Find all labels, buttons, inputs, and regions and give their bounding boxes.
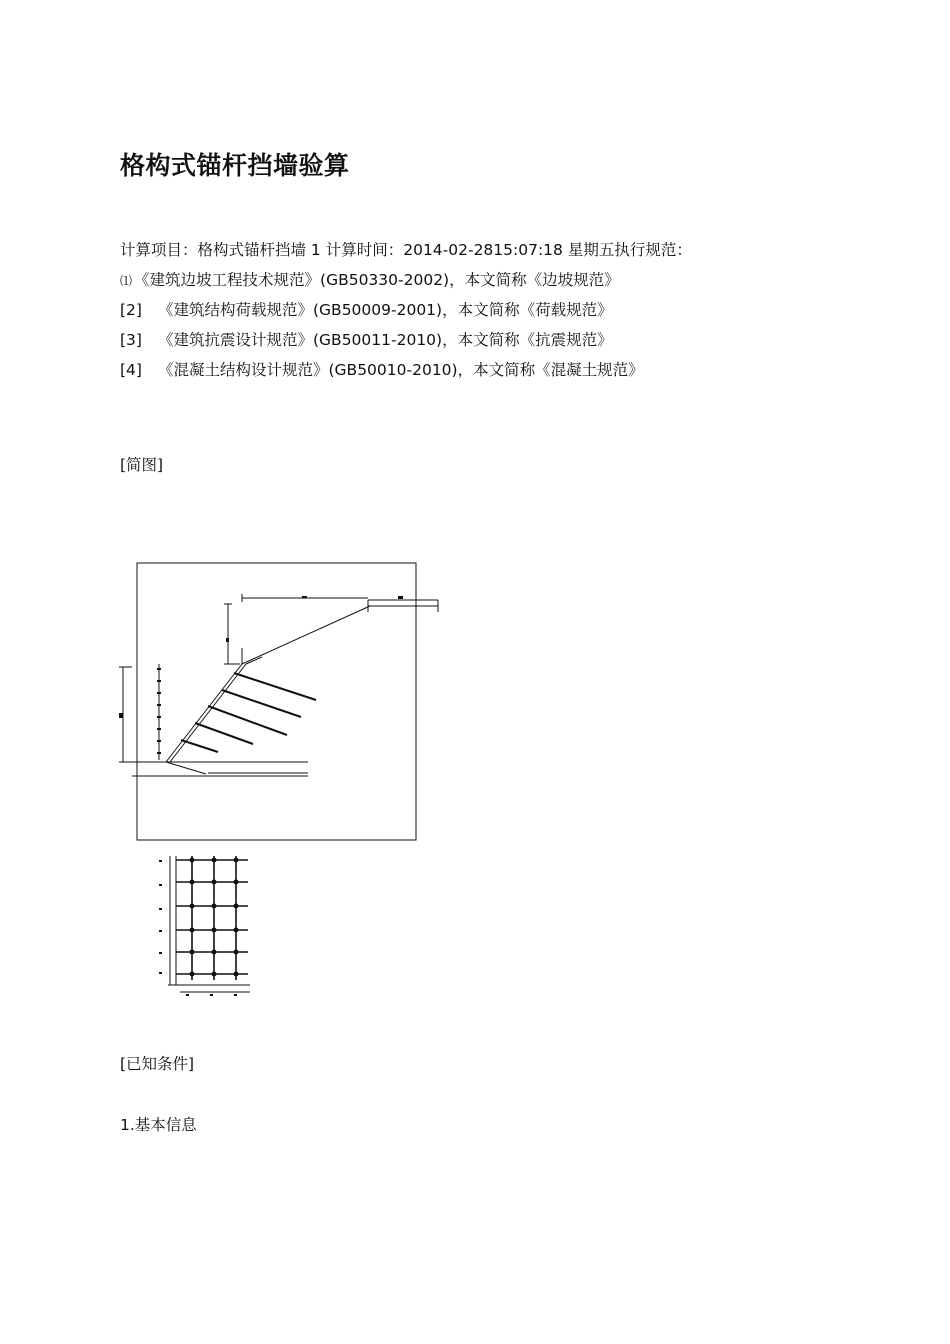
reference-number: [4] xyxy=(120,361,142,379)
reference-number: ⑴ xyxy=(120,274,133,288)
reference-text: 《建筑结构荷载规范》(GB50009-2001)，本文简称《荷载规范》 xyxy=(158,301,613,319)
anchor-rod xyxy=(208,706,287,735)
slope-face xyxy=(170,664,246,762)
reference-number: [3] xyxy=(120,331,142,349)
reference-text: 《建筑边坡工程技术规范》(GB50330-2002)，本文简称《边坡规范》 xyxy=(134,271,620,289)
anchor-rod xyxy=(195,723,253,744)
upper-slope xyxy=(242,606,370,664)
section-diagram-heading: [简图] xyxy=(120,456,164,474)
diagram-markers xyxy=(119,596,403,996)
anchor-rod xyxy=(181,740,218,752)
document-title: 格构式锚杆挡墙验算 xyxy=(120,151,350,180)
slope-toe xyxy=(166,762,206,774)
reference-text: 《建筑抗震设计规范》(GB50011-2010)，本文简称《抗震规范》 xyxy=(158,331,613,349)
calc-info-line: 计算项目：格构式锚杆挡墙 1 计算时间：2014-02-2815:07:18 星期五执行规范： xyxy=(120,241,692,259)
reference-text: 《混凝土结构设计规范》(GB50010-2010)，本文简称《混凝土规范》 xyxy=(158,361,644,379)
section-basic-info-heading: 1.基本信息 xyxy=(120,1116,197,1134)
anchor-rod xyxy=(222,690,301,717)
anchor-rod xyxy=(234,673,316,700)
reference-number: [2] xyxy=(120,301,142,319)
diagram-frame xyxy=(137,563,416,840)
section-known-conditions-heading: [已知条件] xyxy=(120,1055,195,1073)
